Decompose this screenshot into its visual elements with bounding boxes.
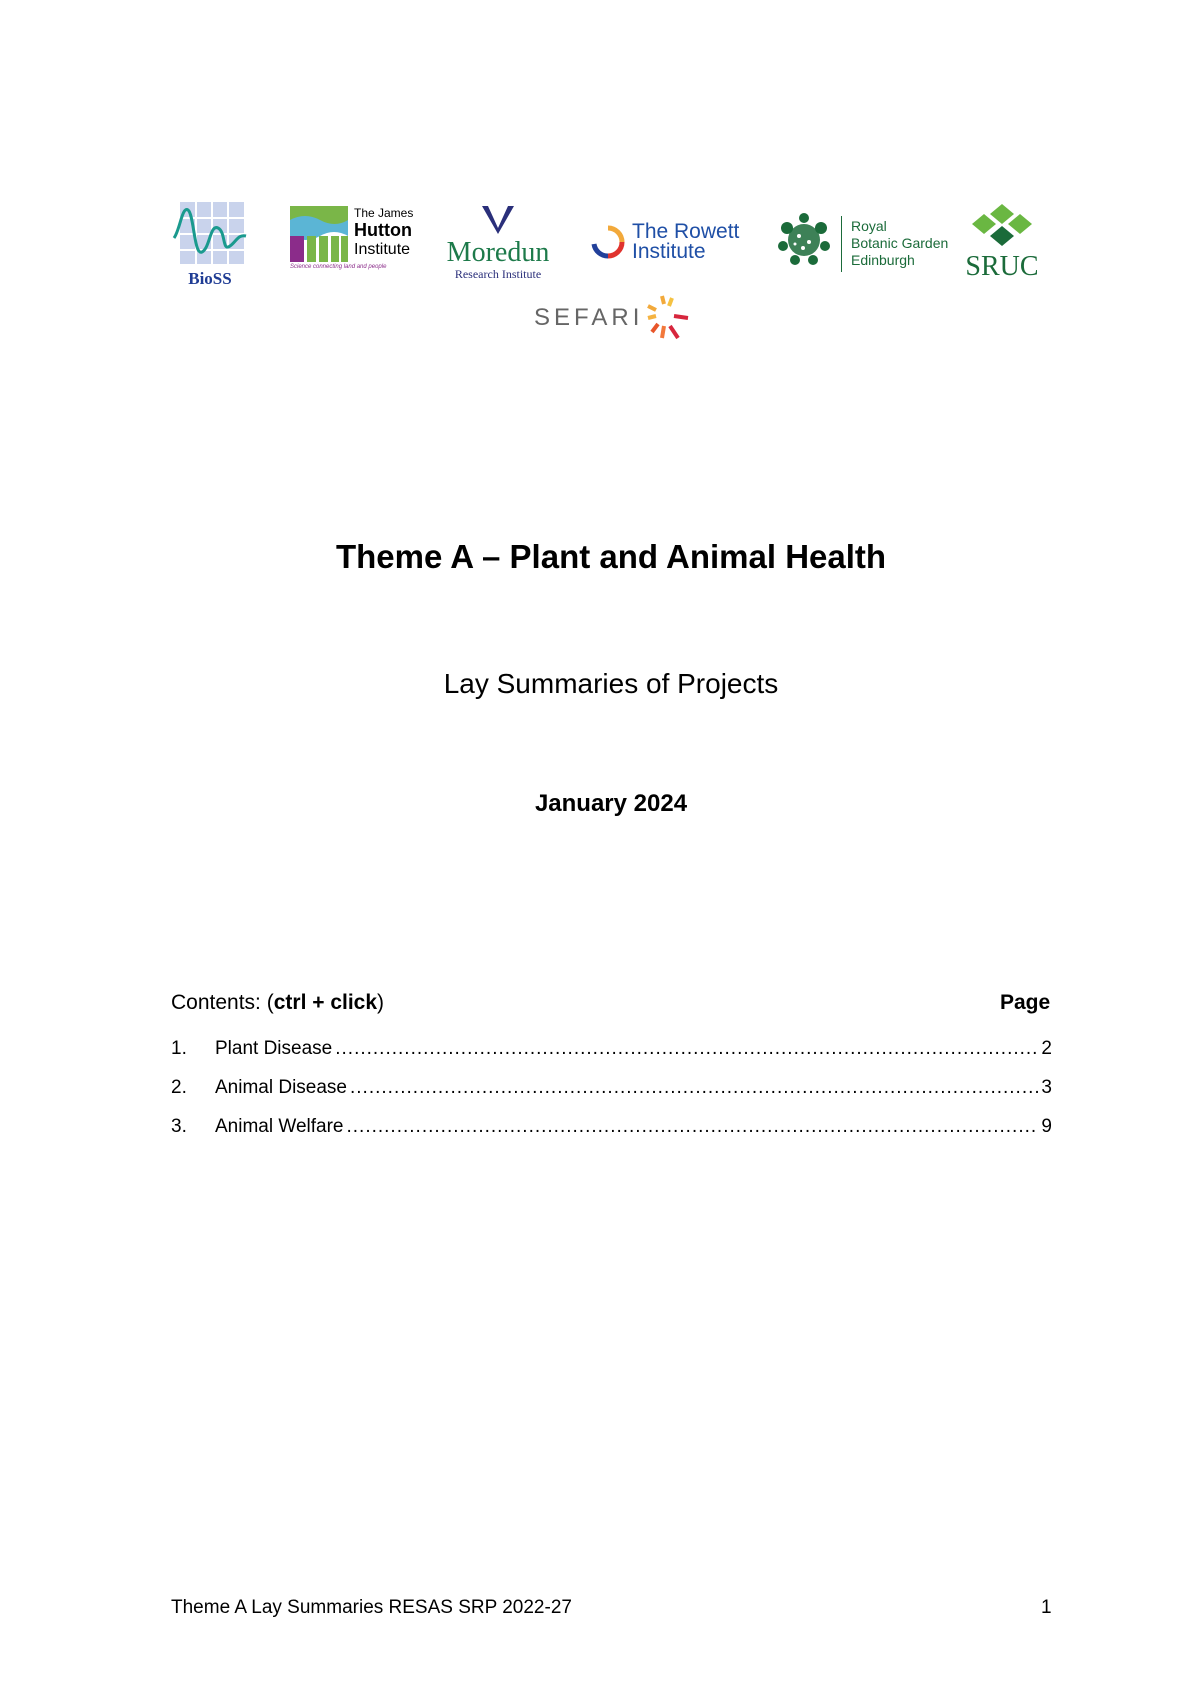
moredun-name: Moredun: [446, 237, 550, 268]
rowett-emblem-icon: [588, 222, 628, 264]
toc-page[interactable]: 2: [1041, 1038, 1052, 1059]
hutton-line1: The James: [354, 206, 414, 220]
moredun-sub: Research Institute: [454, 267, 542, 281]
bioss-logo-text: BioSS: [188, 269, 232, 288]
toc-entry-plant-disease[interactable]: [171, 1038, 1052, 1060]
toc-entry-animal-disease[interactable]: [171, 1077, 1052, 1099]
toc-label[interactable]: Animal Disease: [215, 1077, 347, 1098]
hutton-tagline: Science connecting land and people: [290, 264, 387, 270]
rowett-line2: Institute: [632, 240, 706, 263]
sruc-diamonds-icon: [964, 204, 1040, 248]
page-column-heading: Page: [1000, 991, 1051, 1014]
footer-text: Theme A Lay Summaries RESAS SRP 2022-27: [171, 1597, 572, 1618]
contents-heading: [171, 991, 384, 1015]
rbge-tree-icon: [775, 212, 833, 272]
hutton-line3: Institute: [354, 241, 411, 258]
toc-leader: [350, 1077, 1038, 1099]
document-subtitle: Lay Summaries of Projects: [443, 668, 779, 699]
bioss-wave-icon: [172, 200, 248, 266]
toc-label[interactable]: Animal Welfare: [215, 1116, 344, 1137]
toc-number: 2.: [171, 1077, 187, 1098]
sefari-text: SEFARI: [534, 304, 644, 331]
toc-label[interactable]: Plant Disease: [215, 1038, 333, 1059]
contents-close: ): [377, 991, 385, 1014]
toc-leader: [335, 1038, 1038, 1060]
hutton-line2: Hutton: [354, 220, 412, 240]
toc-entry-animal-welfare[interactable]: [171, 1116, 1052, 1138]
rbge-line3: Edinburgh: [851, 252, 915, 268]
rowett-line1: The Rowett: [632, 220, 740, 243]
hutton-emblem-icon: [290, 206, 350, 262]
contents-hint: ctrl + click: [273, 991, 378, 1014]
document-title: Theme A – Plant and Animal Health: [335, 538, 887, 575]
toc-number: 1.: [171, 1038, 187, 1059]
sefari-logo: [534, 294, 694, 342]
rbge-logo: [775, 212, 955, 274]
sruc-text: SRUC: [965, 251, 1039, 282]
rbge-line1: Royal: [851, 218, 887, 234]
toc-page[interactable]: 9: [1041, 1116, 1052, 1137]
moredun-emblem-icon: [478, 206, 518, 234]
hutton-logo: [290, 206, 420, 276]
rbge-line2: Botanic Garden: [851, 235, 949, 251]
document-date: January 2024: [534, 790, 688, 817]
bioss-logo: [172, 200, 248, 288]
footer-page-number: 1: [1041, 1597, 1052, 1618]
rowett-logo: [588, 220, 748, 266]
sruc-logo: [962, 204, 1042, 280]
moredun-logo: [440, 206, 556, 282]
toc-page[interactable]: 3: [1041, 1077, 1052, 1098]
toc-number: 3.: [171, 1116, 187, 1137]
toc-leader: [346, 1116, 1038, 1138]
sefari-burst-icon: [644, 294, 694, 342]
contents-label: Contents: (: [171, 991, 274, 1014]
